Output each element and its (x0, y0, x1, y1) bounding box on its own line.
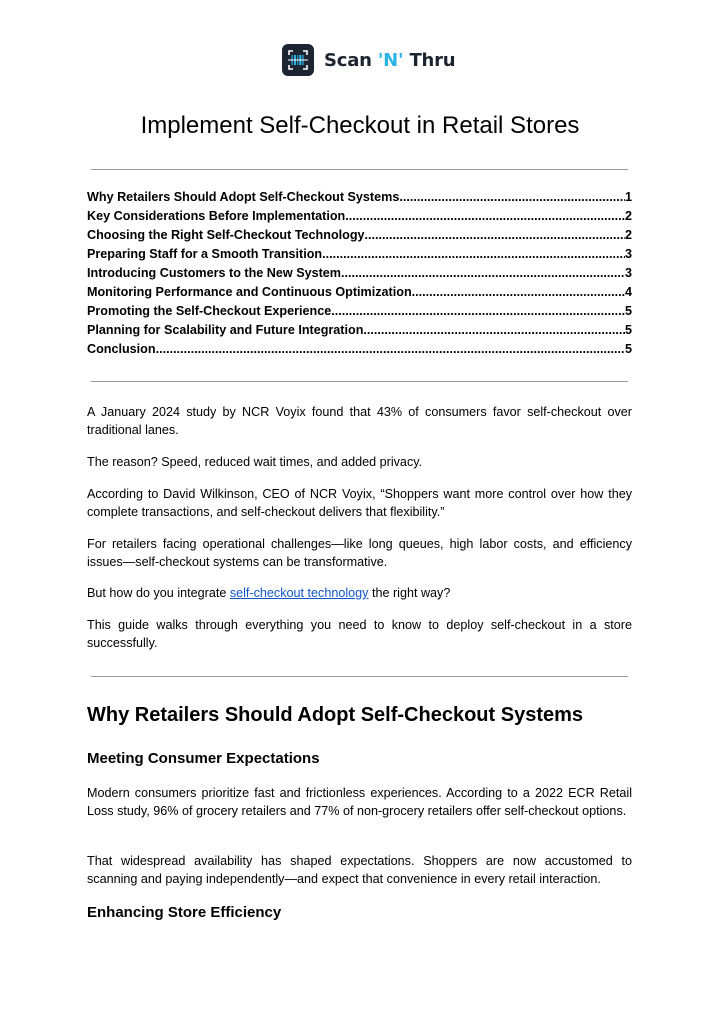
toc-entry[interactable] (87, 190, 632, 209)
toc-entry-page: 3 (624, 247, 632, 261)
toc-entry-title: Choosing the Right Self-Checkout Technology (87, 228, 365, 242)
toc-leader-dots (365, 228, 625, 242)
toc-entry-title: Why Retailers Should Adopt Self-Checkout Systems (87, 190, 400, 204)
body-paragraph: Modern consumers prioritize fast and frictionless experiences. According to a 2022 ECR Retail Loss study, 96% of grocery retailers and 77% of non-grocery retailers offer self-checkout options. (87, 786, 632, 818)
brand-name-part1: Scan (324, 49, 378, 71)
toc-leader-dots (412, 285, 625, 299)
divider (91, 381, 628, 382)
toc-entry-title: Key Considerations Before Implementation (87, 209, 346, 223)
intro-paragraph: This guide walks through everything you need to know to deploy self-checkout in a store successfully. (87, 618, 632, 650)
intro-paragraph: According to David Wilkinson, CEO of NCR Voyix, “Shoppers want more control over how they complete transactions, and self-checkout delivers that flexibility.” (87, 487, 632, 519)
toc-entry-page: 4 (624, 285, 632, 299)
toc-leader-dots (331, 304, 625, 318)
toc-entry[interactable] (87, 247, 632, 266)
toc-leader-dots (341, 266, 625, 280)
toc-entry-page: 1 (624, 190, 632, 204)
toc-entry-title: Preparing Staff for a Smooth Transition (87, 247, 323, 261)
intro-paragraph: The reason? Speed, reduced wait times, and added privacy. (87, 455, 423, 469)
brand-name-part2: Thru (403, 49, 456, 71)
self-checkout-technology-link[interactable]: self-checkout technology (229, 586, 369, 600)
divider (91, 169, 628, 170)
toc-entry[interactable] (87, 228, 632, 247)
document-title: Implement Self-Checkout in Retail Stores (140, 112, 580, 139)
toc-entry-title: Promoting the Self-Checkout Experience (87, 304, 332, 318)
text-run: the right way? (368, 586, 451, 600)
toc-leader-dots (156, 342, 625, 356)
toc-entry-page: 3 (624, 266, 632, 280)
section-heading: Why Retailers Should Adopt Self-Checkout Systems (87, 704, 584, 726)
subsection-heading: Enhancing Store Efficiency (87, 904, 282, 921)
toc-entry-title: Conclusion (87, 342, 156, 356)
divider (91, 676, 628, 677)
toc-entry-page: 5 (624, 304, 632, 318)
toc-entry-title: Planning for Scalability and Future Integration (87, 323, 364, 337)
brand-name-accent: 'N' (377, 49, 404, 71)
toc-entry[interactable] (87, 342, 632, 361)
intro-paragraph (87, 584, 632, 602)
toc-entry-page: 2 (624, 209, 632, 223)
toc-entry-page: 5 (624, 342, 632, 356)
body-paragraph: That widespread availability has shaped expectations. Shoppers are now accustomed to scanning and paying independently—and expect that convenience in every retail interaction. (87, 854, 632, 886)
toc-leader-dots (345, 209, 625, 223)
barcode-scanner-icon (282, 44, 314, 76)
toc-entry[interactable] (87, 304, 632, 323)
toc-entry-page: 5 (624, 323, 632, 337)
subsection-heading: Meeting Consumer Expectations (87, 750, 320, 767)
toc-entry-title: Monitoring Performance and Continuous Optimization (87, 285, 412, 299)
toc-leader-dots (363, 323, 625, 337)
toc-entry[interactable] (87, 323, 632, 342)
intro-paragraph: A January 2024 study by NCR Voyix found that 43% of consumers favor self-checkout over traditional lanes. (87, 405, 632, 437)
table-of-contents (87, 190, 632, 361)
toc-leader-dots (322, 247, 625, 261)
toc-entry[interactable] (87, 266, 632, 285)
brand-name (324, 50, 455, 71)
toc-entry-page: 2 (624, 228, 632, 242)
toc-leader-dots (399, 190, 625, 204)
toc-entry-title: Introducing Customers to the New System (87, 266, 342, 280)
text-run: But how do you integrate (87, 586, 230, 600)
intro-paragraph: For retailers facing operational challenges—like long queues, high labor costs, and efficiency issues—self-checkout systems can be transformative. (87, 537, 632, 569)
brand-logo (282, 44, 455, 76)
toc-entry[interactable] (87, 209, 632, 228)
toc-entry[interactable] (87, 285, 632, 304)
